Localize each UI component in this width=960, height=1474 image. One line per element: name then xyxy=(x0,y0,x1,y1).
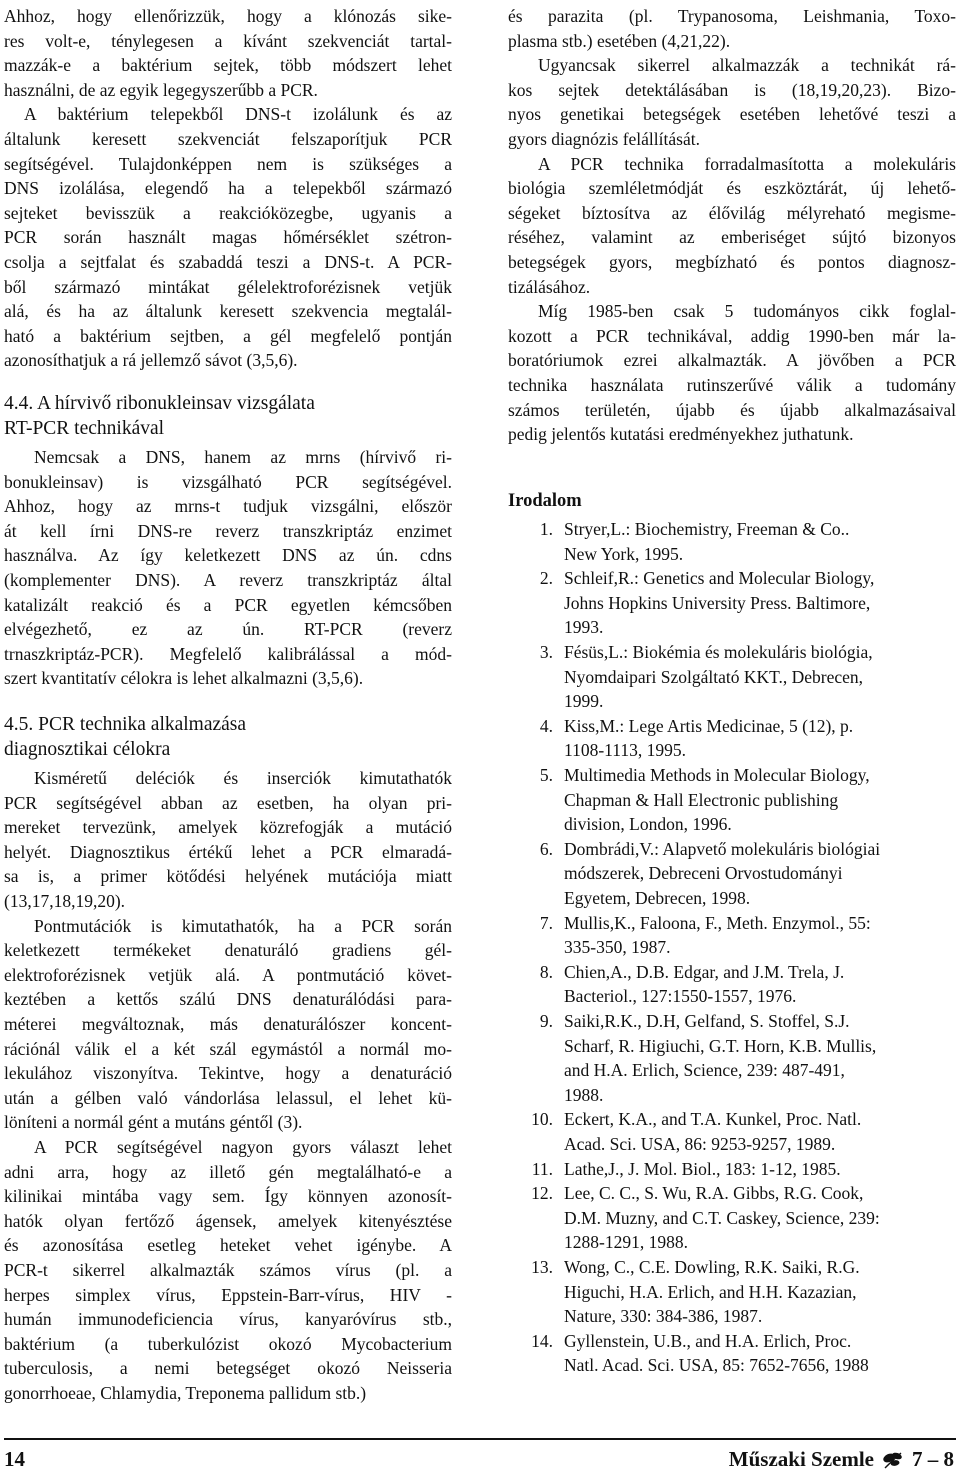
section-heading: 4.5. PCR technika alkalmazása xyxy=(4,714,247,735)
body-text-line: Ahhoz, hogy ellenőrizzük, hogy a klónozás sike- xyxy=(4,6,452,26)
reference-text-line: 1999. xyxy=(564,691,604,712)
reference-number: 7. xyxy=(539,912,553,933)
reference-text-line: division, London, 1996. xyxy=(564,814,732,835)
body-text-line: tizálásához. xyxy=(508,276,591,297)
reference-text-line: Kiss,M.: Lege Artis Medicinae, 5 (12), p. xyxy=(564,715,854,736)
reference-text-line: Schleif,R.: Genetics and Molecular Biology, xyxy=(564,568,875,589)
reference-text-line: Multimedia Methods in Molecular Biology, xyxy=(564,765,870,785)
body-text-line: Ahhoz, hogy az mrns-t tudjuk vizsgálni, először xyxy=(4,496,452,517)
reference-text-line: Scharf, R. Higiuchi, G.T. Horn, K.B. Mullis, xyxy=(564,1035,877,1056)
body-text-line: herpes simplex vírus, Eppstein-Barr-vírus, HIV - xyxy=(4,1284,452,1305)
body-text-line: A PCR segítségével nagyon gyors választ lehet xyxy=(34,1137,452,1157)
body-text-line: számos területén, újabb és újabb alkalmazásaival xyxy=(508,399,956,420)
body-text-line: PCR során használt magas hőmérséklet szétron- xyxy=(4,227,452,248)
body-text-line: PCR segítségével abban az esetben, ha olyan pri- xyxy=(4,792,452,813)
body-text-line: DNS izolálása, elegendő ha a telepekből származó xyxy=(4,178,452,199)
reference-text-line: Chien,A., D.B. Edgar, and J.M. Trela, J. xyxy=(564,961,845,982)
body-text-line: pedig jelentős kutatási eredményekhez juthatunk. xyxy=(508,424,854,445)
reference-text-line: and H.A. Erlich, Science, 239: 487-491, xyxy=(564,1060,845,1081)
body-text-line: technika használata rutinszerűvé válik a tudomány xyxy=(508,375,956,395)
reference-text-line: 335-350, 1987. xyxy=(564,937,671,958)
body-text-line: humán immunodeficiencia vírus, kanyaróvírus stb., xyxy=(4,1309,452,1330)
body-text-line: Ugyancsak sikerrel alkalmazzák a technikát rá- xyxy=(538,55,956,76)
body-text-line: Míg 1985-ben csak 5 tudományos cikk foglal- xyxy=(538,301,956,322)
body-text-line: baktérium (a tuberkulózist okozó Mycobacterium xyxy=(4,1333,452,1354)
reference-number: 13. xyxy=(531,1257,553,1277)
body-text-line: méterei megváltoznak, más denaturálószer koncent- xyxy=(4,1014,452,1034)
reference-text-line: Higuchi, H.A. Erlich, and H.H. Kazazian, xyxy=(564,1281,857,1302)
journal-name: Műszaki Szemle xyxy=(728,1447,874,1471)
reference-text-line: 1108-1113, 1995. xyxy=(564,740,687,761)
body-text-line: (komplementer DNS). A reverz transzkriptáz által xyxy=(4,570,452,590)
body-text-line: ségeket bíztosítva az élővilág mélyreható megisme- xyxy=(508,202,956,223)
reference-text-line: Lathe,J., J. Mol. Biol., 183: 1-12, 1985. xyxy=(564,1158,841,1179)
body-text-line: hatók olyan fertőző ágensek, amelyek kitenyésztése xyxy=(4,1210,452,1231)
section-heading: RT-PCR technikával xyxy=(4,418,165,439)
body-text-line: gonorrhoeae, Chlamydia, Treponema pallidum stb.) xyxy=(4,1383,367,1403)
reference-number: 2. xyxy=(539,568,553,589)
body-text-line: betegségek gyors, megbízható és pontos diagnosz- xyxy=(508,252,956,272)
body-text-line: A PCR technika forradalmasította a molekuláris xyxy=(538,153,956,174)
reference-text-line: Gyllenstein, U.B., and H.A. Erlich, Proc. xyxy=(564,1330,852,1351)
body-text-line: tuberculosis, a nemi betegséget okozó Neisseria xyxy=(4,1358,452,1379)
body-text-line: helyét. Diagnosztikus értékű lehet a PCR elmaradá- xyxy=(4,841,452,862)
reference-text-line: Dombrádi,V.: Alapvető molekuláris biológiai xyxy=(564,838,881,859)
reference-number: 9. xyxy=(539,1011,553,1031)
reference-text-line: New York, 1995. xyxy=(564,543,684,564)
leaf-ornament-icon xyxy=(882,1450,904,1470)
body-text-line: lekulához viszonyítva. Tekintve, hogy a denaturáció xyxy=(4,1063,452,1084)
reference-text-line: Acad. Sci. USA, 86: 9253-9257, 1989. xyxy=(564,1134,836,1154)
reference-text-line: Chapman & Hall Electronic publishing xyxy=(564,789,839,810)
body-text-line: (13,17,18,19,20). xyxy=(4,891,126,911)
reference-number: 10. xyxy=(531,1109,553,1130)
reference-number: 6. xyxy=(539,838,553,859)
reference-text-line: Wong, C., C.E. Dowling, R.K. Saiki, R.G. xyxy=(564,1257,860,1277)
body-text-line: gyors diagnózis felállítását. xyxy=(508,129,700,149)
body-text-line: Kisméretű deléciók és inserciók kimutathatók xyxy=(34,768,452,788)
journal-footer xyxy=(729,1447,954,1472)
reference-text-line: Egyetem, Debrecen, 1998. xyxy=(564,888,751,908)
reference-number: 11. xyxy=(531,1158,553,1179)
body-text-line: át kell írni DNS-re reverz transzkriptáz enzimet xyxy=(4,520,452,541)
body-text-line: sejteket bevisszük a reakcióközegbe, ugyanis a xyxy=(4,202,452,223)
body-text-line: biológia szemléletmódját és eszköztárát, új lehető- xyxy=(508,178,956,199)
page-number: 14 xyxy=(4,1447,25,1471)
body-text-line: adni arra, hogy az illető gén megtalálható-e a xyxy=(4,1161,452,1182)
reference-text-line: Johns Hopkins University Press. Baltimore, xyxy=(564,592,871,613)
body-text-line: szert kvantitatív célokra is lehet alkalmazni (3,5,6). xyxy=(4,668,364,689)
reference-number: 14. xyxy=(531,1330,553,1351)
body-text-line: elektroforézisnek vetjük alá. A pontmutáció követ- xyxy=(4,964,452,985)
body-text-line: Nemcsak a DNS, hanem az mrns (hírvivő ri- xyxy=(34,447,452,467)
body-text-line: boratóriumok ezrei alkalmazták. A jövőben a PCR xyxy=(508,350,956,371)
reference-number: 8. xyxy=(539,961,553,982)
reference-text-line: Mullis,K., Faloona, F., Meth. Enzymol., 55: xyxy=(564,912,871,933)
body-text-line: után a gélben való vándorlása lelassul, el lehet kü- xyxy=(4,1087,452,1108)
body-text-line: általunk keresett szekvenciát felszaporítjuk PCR xyxy=(4,129,452,149)
reference-text-line: Nyomdaipari Szolgáltató KKT., Debrecen, xyxy=(564,666,864,687)
footer-rule xyxy=(4,1438,956,1440)
reference-text-line: 1988. xyxy=(564,1084,604,1105)
references-heading: Irodalom xyxy=(508,491,582,511)
reference-text-line: Nature, 330: 384-386, 1987. xyxy=(564,1306,763,1327)
body-text-line: használva. Az így keletkezett DNS az ún. cdns xyxy=(4,545,452,566)
reference-text-line: Stryer,L.: Biochemistry, Freeman & Co.. xyxy=(564,519,850,539)
reference-text-line: D.M. Muzny, and C.T. Caskey, Science, 239: xyxy=(564,1207,880,1228)
body-text-line: csolja a sejtfalat és szabaddá teszi a DNS-t. A PCR- xyxy=(4,252,452,272)
body-text-line: mereket tervezünk, amelyek közrefogják a mutáció xyxy=(4,817,452,838)
body-text-line: és azonosítása esetleg heteket vehet igénybe. A xyxy=(4,1235,452,1256)
reference-text-line: Lee, C. C., S. Wu, R.A. Gibbs, R.G. Cook, xyxy=(564,1183,864,1204)
body-text-line: kozott a PCR technikával, addig 1990-ben már la- xyxy=(508,325,956,346)
reference-text-line: Saiki,R.K., D.H, Gelfand, S. Stoffel, S.J. xyxy=(564,1011,850,1031)
body-text-line: és parazita (pl. Trypanosoma, Leishmania, Toxo- xyxy=(508,6,956,26)
body-text-line: használni, de az egyik legegyszerűbb a PCR. xyxy=(4,79,318,100)
body-text-line: segítségével. Tulajdonképpen nem is szükséges a xyxy=(4,153,452,174)
body-text-line: azonosíthatjuk a rá jellemző sávot (3,5,6). xyxy=(4,350,298,371)
body-text-line: res volt-e, ténylegesen a kívánt szekvenciát tartal- xyxy=(4,30,452,51)
body-text-line: plasma stb.) esetében (4,21,22). xyxy=(508,30,731,51)
reference-text-line: 1288-1291, 1988. xyxy=(564,1232,688,1253)
body-text-line: PCR-t sikerrel alkalmazták számos vírus (pl. a xyxy=(4,1260,452,1280)
reference-number: 12. xyxy=(531,1183,553,1204)
section-heading: 4.4. A hírvivő ribonukleinsav vizsgálata xyxy=(4,393,315,414)
reference-number: 5. xyxy=(539,765,553,785)
reference-text-line: Bacteriol., 127:1550-1557, 1976. xyxy=(564,986,797,1007)
reference-number: 4. xyxy=(539,715,553,736)
body-text-line: nyos genetikai betegségek esetében lehetővé teszi a xyxy=(508,104,956,125)
body-text-line: löníteni a normál gént a mutáns géntől (3). xyxy=(4,1112,303,1133)
body-text-line: bonukleinsav) is vizsgálható PCR segítségével. xyxy=(4,471,452,492)
body-text-line: mazzák-e a baktérium sejtek, több módszert lehet xyxy=(4,55,452,76)
body-text-line: Pontmutációk is kimutathatók, ha a PCR során xyxy=(34,915,452,936)
issue-number: 7 – 8 xyxy=(912,1447,954,1471)
reference-number: 1. xyxy=(539,519,553,539)
body-text-line: ből származó mintákat gélelektroforézisnek vetjük xyxy=(4,276,452,297)
body-text-line: alá, és ha az általunk keresett szekvencia megtalál- xyxy=(4,301,452,322)
body-text-line: kos sejtek detektálásában is (18,19,20,23). Bizo- xyxy=(508,79,956,100)
body-text-line: réséhez, valamint az emberiséget sújtó bizonyos xyxy=(508,227,956,248)
reference-text-line: Fésüs,L.: Biokémia és molekuláris biológia, xyxy=(564,642,873,662)
body-text-line: sa is, a primer kötődési helyének mutációja miatt xyxy=(4,866,452,887)
body-text-line: elvégezhető, ez az ún. RT-PCR (reverz xyxy=(4,619,452,640)
body-text-line: katalizált reakció és a PCR egyetlen kémcsőben xyxy=(4,594,452,615)
reference-text-line: Eckert, K.A., and T.A. Kunkel, Proc. Natl. xyxy=(564,1109,862,1130)
section-heading: diagnosztikai célokra xyxy=(4,739,171,760)
reference-number: 3. xyxy=(539,642,553,662)
body-text-line: keztében a kettős szálú DNS denaturálódási para- xyxy=(4,989,452,1010)
body-text-line: A baktérium telepekből DNS-t izolálunk és az xyxy=(24,104,452,125)
reference-text-line: módszerek, Debreceni Orvostudományi xyxy=(564,863,843,884)
body-text-line: keletkezett termékeket denaturáló gradiens gél- xyxy=(4,940,452,961)
reference-text-line: Natl. Acad. Sci. USA, 85: 7652-7656, 1988 xyxy=(564,1355,869,1376)
body-text-line: kilinikai mintába vagy sem. Így könnyen azonosít- xyxy=(4,1186,452,1207)
body-text-line: ható a baktérium sejtben, a gél megfelelő pontján xyxy=(4,325,452,346)
reference-text-line: 1993. xyxy=(564,617,604,638)
body-text-line: trnaszkriptáz-PCR). Megfelelő kalibrálással a mód- xyxy=(4,643,452,664)
body-text-line: rációnál válik el a két szál egymástól a normál mo- xyxy=(4,1038,452,1059)
